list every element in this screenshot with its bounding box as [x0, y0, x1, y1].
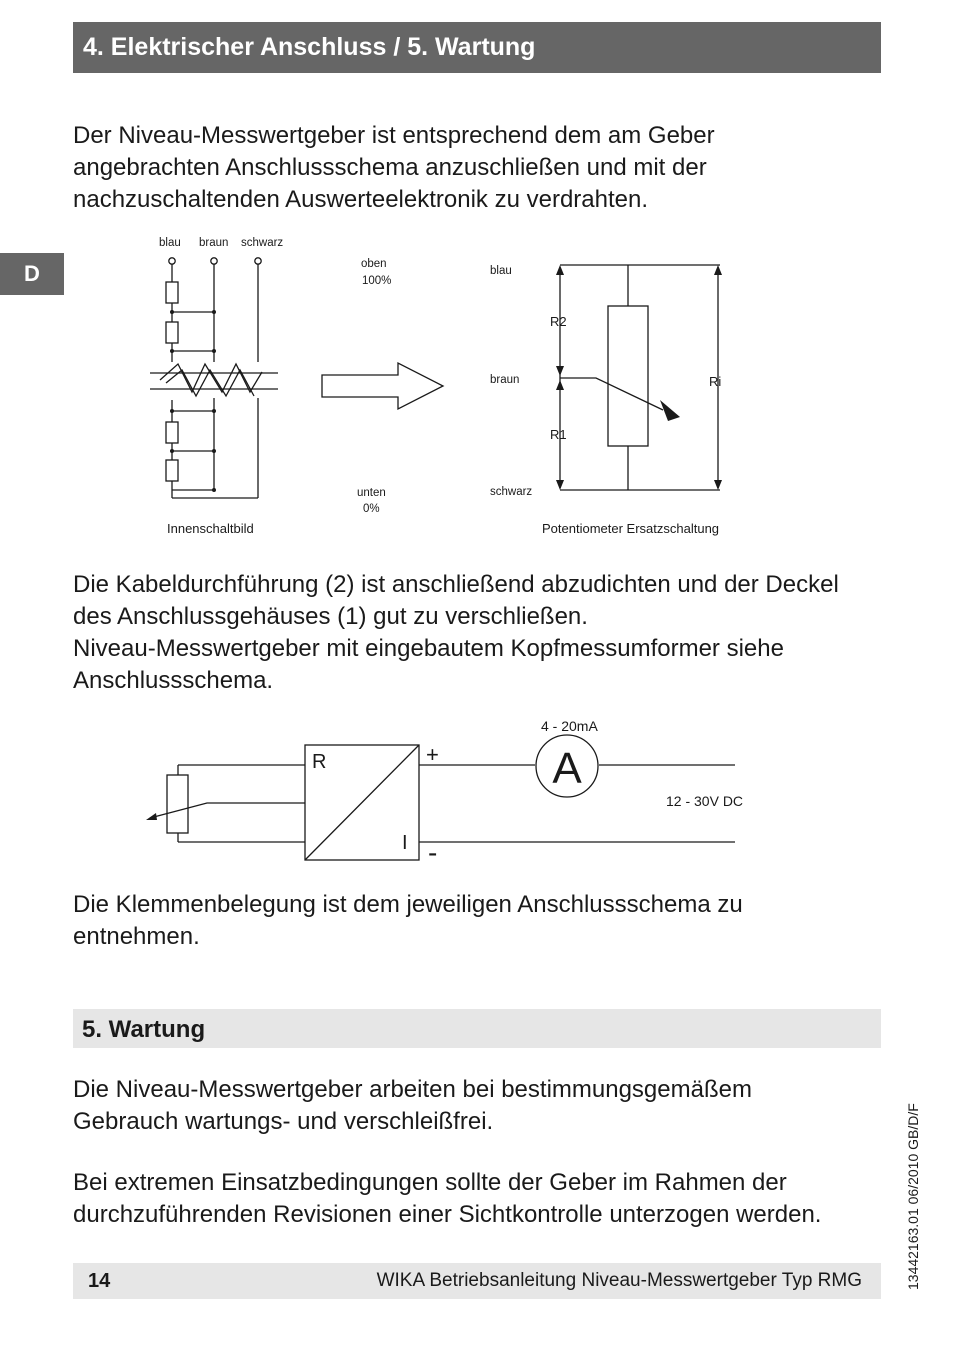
document-code: 13442163.01 06/2010 GB/D/F: [905, 1103, 921, 1290]
label-voltage: 12 - 30V DC: [666, 793, 744, 809]
label-100-percent: 100%: [362, 275, 392, 287]
text-line: Niveau-Messwertgeber mit eingebautem Kopfmessumformer siehe: [73, 635, 784, 662]
terminal-braun: [211, 258, 217, 264]
chapter-title: 4. Elektrischer Anschluss / 5. Wartung: [83, 33, 536, 61]
label-plus: +: [426, 742, 439, 767]
section-header: [73, 1009, 881, 1048]
label-r2: R2: [550, 314, 567, 329]
wire-label-blau: blau: [159, 237, 181, 249]
potentiometer-symbol: [608, 306, 648, 446]
wiper-arrowhead: [660, 400, 680, 421]
label-minus: -: [428, 837, 438, 868]
text-line: nachzuschaltenden Auswerteelektronik zu verdrahten.: [73, 186, 649, 213]
paragraph-terminals: [73, 889, 888, 953]
text-line: des Anschlussgehäuses (1) gut zu verschließen.: [73, 603, 588, 630]
wiring-diagram: [0, 0, 954, 560]
paragraph-maintenance: [73, 1074, 888, 1138]
transmitter-diagram: [0, 700, 954, 880]
footer-title: WIKA Betriebsanleitung Niveau-Messwertgeber Typ RMG: [376, 1270, 862, 1291]
label-i: I: [402, 832, 408, 854]
language-tab-label: D: [24, 261, 40, 286]
pot-label-blau: blau: [490, 265, 512, 277]
wiper-arrow: [146, 813, 157, 820]
text-line: entnehmen.: [73, 923, 200, 950]
text-line: Die Kabeldurchführung (2) ist anschließend abzudichten und der Deckel: [73, 571, 839, 598]
paragraph-inspection: [73, 1167, 888, 1231]
text-line: Gebrauch wartungs- und verschleißfrei.: [73, 1108, 494, 1135]
pot-label-braun: braun: [490, 374, 520, 386]
ammeter-symbol: A: [552, 744, 582, 793]
label-r1: R1: [550, 427, 567, 442]
terminal-blau: [169, 258, 175, 264]
text-line: durchzuführenden Revisionen einer Sichtkontrolle unterzogen werden.: [73, 1201, 822, 1228]
text-line: Bei extremen Einsatzbedingungen sollte der Geber im Rahmen der: [73, 1169, 787, 1196]
page-number: 14: [88, 1270, 111, 1292]
wire-label-braun: braun: [199, 237, 229, 249]
terminal-schwarz: [255, 258, 261, 264]
pot-label-schwarz: schwarz: [490, 486, 533, 498]
label-current: 4 - 20mA: [541, 718, 598, 734]
label-unten: unten: [357, 487, 386, 499]
label-r: R: [312, 751, 327, 773]
caption-innenschaltbild: Innenschaltbild: [167, 521, 254, 536]
text-line: Der Niveau-Messwertgeber ist entsprechend dem am Geber: [73, 122, 715, 149]
text-line: Die Niveau-Messwertgeber arbeiten bei bestimmungsgemäßem: [73, 1076, 752, 1103]
text-line: Die Klemmenbelegung ist dem jeweiligen Anschlussschema zu: [73, 891, 743, 918]
page-footer: [73, 1263, 881, 1299]
text-line: angebrachten Anschlussschema anzuschließen und mit der: [73, 154, 707, 181]
sensor-resistor: [167, 775, 188, 833]
section-title: 5. Wartung: [82, 1016, 206, 1043]
label-0-percent: 0%: [363, 503, 380, 515]
caption-potentiometer: Potentiometer Ersatzschaltung: [542, 521, 720, 536]
paragraph-cable-gland: [73, 569, 888, 697]
text-line: Anschlussschema.: [73, 667, 274, 694]
label-oben: oben: [361, 258, 387, 270]
wire-label-schwarz: schwarz: [241, 237, 284, 249]
label-ri: Ri: [709, 374, 722, 389]
